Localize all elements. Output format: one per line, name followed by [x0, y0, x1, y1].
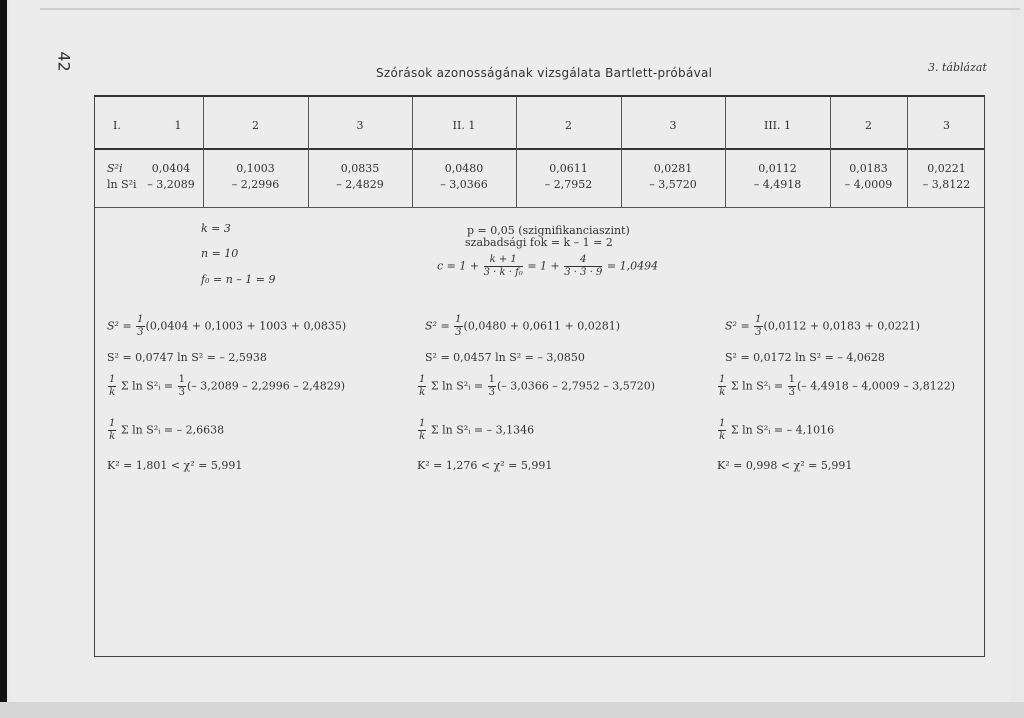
table-reference: 3. táblázat [928, 61, 987, 74]
one-over-k [418, 419, 426, 442]
param-fok: szabadsági fok = k – 1 = 2 [465, 236, 613, 249]
lns2-value: – 2,7952 [544, 178, 593, 191]
one-third [754, 315, 762, 338]
c-mid: = 1 + [527, 259, 560, 273]
s2-value: 0,0281 [653, 162, 693, 175]
lns2-value: – 3,2089 [147, 178, 195, 191]
header-cell: 2 [565, 119, 572, 132]
one-over-k [718, 375, 726, 398]
g2-mean [417, 419, 534, 442]
header-cell: 3 [943, 119, 950, 132]
frac-den: 3 [178, 387, 185, 398]
sum-expr: (– 4,4918 – 4,0009 – 3,8122) [797, 379, 956, 393]
lns2-value: – 2,4829 [336, 178, 384, 191]
frac-num: 1 [419, 418, 426, 429]
g3-s2-result: S² = 0,0172 ln S² = – 4,0628 [725, 351, 885, 364]
param-p: p = 0,05 (szignifikanciaszint) [467, 224, 630, 237]
s2-value: 0,0404 [151, 162, 191, 175]
lns2-value: – 3,8122 [922, 178, 971, 191]
param-n: n = 10 [201, 247, 239, 260]
lns2-value: – 4,4918 [753, 178, 802, 191]
frac-den: 3 [755, 327, 762, 338]
one-over-k [108, 419, 116, 442]
one-third [454, 315, 462, 338]
frac-den: 3 [488, 387, 495, 398]
g1-mean [107, 419, 224, 442]
table-frame [94, 95, 985, 657]
header-cell: II. 1 [452, 119, 476, 132]
frac-den: k [109, 431, 116, 442]
c-result: = 1,0494 [606, 259, 659, 273]
lns2-value: – 3,5720 [649, 178, 697, 191]
frac-num: 1 [137, 314, 144, 325]
lns2-value: – 4,0009 [844, 178, 893, 191]
header-cell: 2 [252, 119, 259, 132]
c-num1: k + 1 [484, 255, 523, 267]
frac-den: k [109, 387, 116, 398]
s2-value: 0,0112 [758, 162, 797, 175]
g1-s2-result: S² = 0,0747 ln S² = – 2,5938 [107, 351, 267, 364]
frac-den: 3 [137, 327, 144, 338]
header-cell: 1 [174, 119, 182, 132]
g2-k2: K² = 1,276 < χ² = 5,991 [417, 459, 553, 472]
frac-num: 1 [788, 374, 795, 385]
c-fraction-2 [564, 255, 602, 278]
one-third [178, 375, 186, 398]
page-number: 42 [54, 51, 74, 72]
sum-prefix: Σ ln S²ᵢ = [120, 379, 174, 393]
one-over-k [418, 375, 426, 398]
frac-num: 1 [488, 374, 495, 385]
row-label-s2: S²i [107, 162, 123, 175]
frac-num: 1 [178, 374, 185, 385]
c-fraction-1 [484, 255, 523, 278]
g3-mean [717, 419, 834, 442]
mean-value: Σ ln S²ᵢ = – 2,6638 [120, 423, 225, 437]
s2-prefix: S² = [725, 319, 750, 333]
header-group-1: I. [113, 119, 121, 132]
g2-sum-formula [417, 375, 655, 398]
one-over-k [718, 419, 726, 442]
param-f0: f₀ = n – 1 = 9 [201, 273, 276, 286]
g3-k2: K² = 0,998 < χ² = 5,991 [717, 459, 853, 472]
c-prefix: c = 1 + [437, 259, 480, 273]
mean-value: Σ ln S²ᵢ = – 3,1346 [430, 423, 535, 437]
frac-den: 3 [788, 387, 795, 398]
g2-s2-formula [425, 315, 620, 338]
lns2-value: – 3,0366 [440, 178, 488, 191]
sum-expr: (– 3,2089 – 2,2996 – 2,4829) [187, 379, 346, 393]
s2-sum: (0,0404 + 0,1003 + 1003 + 0,0835) [145, 319, 347, 333]
frac-num: 1 [719, 374, 726, 385]
s2-prefix: S² = [107, 319, 132, 333]
c-den2: 3 · 3 · 9 [564, 267, 603, 278]
header-cell: III. 1 [763, 119, 792, 132]
header-cell: 2 [865, 119, 872, 132]
frac-num: 1 [419, 374, 426, 385]
mean-value: Σ ln S²ᵢ = – 4,1016 [730, 423, 835, 437]
frac-num: 1 [719, 418, 726, 429]
param-c [437, 255, 658, 278]
s2-sum: (0,0112 + 0,0183 + 0,0221) [763, 319, 921, 333]
g3-s2-formula [725, 315, 920, 338]
frac-num: 1 [109, 418, 116, 429]
frac-num: 1 [755, 314, 762, 325]
s2-value: 0,0611 [549, 162, 588, 175]
frac-den: 3 [455, 327, 462, 338]
s2-value: 0,0480 [444, 162, 484, 175]
lns2-value: – 2,2996 [231, 178, 280, 191]
frac-den: k [419, 431, 426, 442]
s2-value: 0,1003 [236, 162, 275, 175]
s2-value: 0,0835 [340, 162, 380, 175]
one-third [788, 375, 796, 398]
s2-value: 0,0183 [849, 162, 888, 175]
g1-k2: K² = 1,801 < χ² = 5,991 [107, 459, 243, 472]
header-rule [95, 148, 984, 150]
s2-sum: (0,0480 + 0,0611 + 0,0281) [463, 319, 621, 333]
param-k: k = 3 [201, 222, 231, 235]
header-cell: 3 [669, 119, 677, 132]
sum-prefix: Σ ln S²ᵢ = [730, 379, 784, 393]
frac-den: k [719, 431, 726, 442]
g1-sum-formula [107, 375, 345, 398]
bottom-band [0, 702, 1024, 718]
one-third [136, 315, 144, 338]
frac-den: k [419, 387, 426, 398]
left-edge-bar [0, 0, 7, 718]
g3-sum-formula [717, 375, 955, 398]
row-label-lns2: ln S²i [107, 178, 137, 191]
one-third [488, 375, 496, 398]
c-num2: 4 [564, 255, 602, 267]
one-over-k [108, 375, 116, 398]
g1-s2-formula [107, 315, 346, 338]
top-divider [40, 8, 1020, 10]
sum-prefix: Σ ln S²ᵢ = [430, 379, 484, 393]
values-rule [95, 207, 984, 208]
page-title: Szórások azonosságának vizsgálata Bartlett-próbával [376, 66, 713, 80]
g2-s2-result: S² = 0,0457 ln S² = – 3,0850 [425, 351, 585, 364]
frac-den: k [719, 387, 726, 398]
s2-value: 0,0221 [927, 162, 966, 175]
header-cell: 3 [356, 119, 364, 132]
frac-num: 1 [455, 314, 462, 325]
c-den1: 3 · k · f₀ [483, 267, 523, 278]
frac-num: 1 [109, 374, 116, 385]
sum-expr: (– 3,0366 – 2,7952 – 3,5720) [497, 379, 656, 393]
s2-prefix: S² = [425, 319, 450, 333]
